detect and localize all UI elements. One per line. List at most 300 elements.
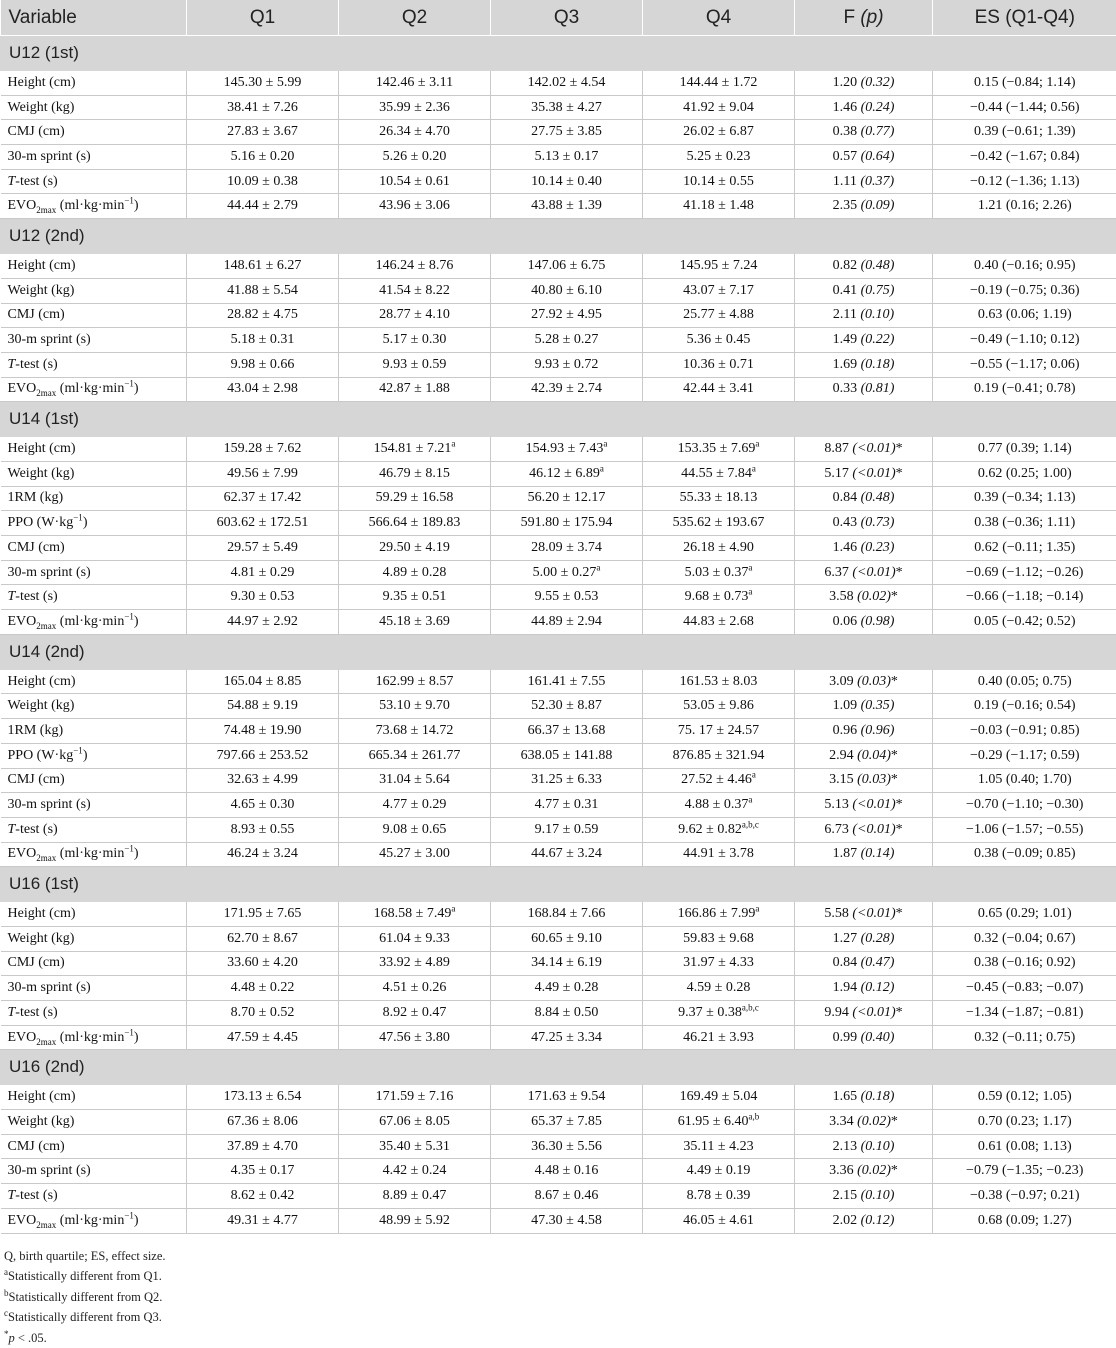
q2-value: 45.18 ± 3.69 — [379, 614, 450, 629]
q1-cell — [187, 743, 339, 768]
q1-value: 4.35 ± 0.17 — [231, 1163, 295, 1178]
q3-value: 5.28 ± 0.27 — [535, 332, 599, 347]
q4-cell — [643, 536, 795, 561]
group-label: U12 (1st) — [1, 36, 1116, 71]
q2-value: 59.29 ± 16.58 — [376, 490, 454, 505]
table-row — [1, 842, 1116, 867]
q2-cell — [339, 768, 491, 793]
q3-cell — [491, 377, 643, 402]
f-p-cell — [795, 951, 933, 976]
q2-cell — [339, 610, 491, 635]
q3-cell — [491, 71, 643, 96]
q1-cell — [187, 1001, 339, 1026]
q3-cell — [491, 437, 643, 462]
q3-value: 43.88 ± 1.39 — [531, 198, 602, 213]
f-p-cell — [795, 817, 933, 842]
q2-cell — [339, 1085, 491, 1110]
q4-value: 4.59 ± 0.28 — [687, 980, 751, 995]
footnote-c — [4, 1307, 1116, 1328]
group-label: U14 (1st) — [1, 402, 1116, 437]
group-label: U14 (2nd) — [1, 634, 1116, 669]
f-value: 2.35 — [833, 198, 858, 213]
variable-cell: T-test (s) — [1, 1184, 187, 1209]
q3-value: 9.17 ± 0.59 — [535, 822, 599, 837]
footnote-text: Statistically different from Q1. — [8, 1269, 162, 1283]
p-value: (0.18) — [861, 357, 895, 372]
es-cell: 1.21 (0.16; 2.26) — [933, 194, 1116, 219]
p-value: (0.77) — [861, 124, 895, 139]
q2-cell — [339, 278, 491, 303]
f-value: 1.87 — [833, 846, 858, 861]
q1-value: 27.83 ± 3.67 — [227, 124, 298, 139]
q3-cell — [491, 926, 643, 951]
es-cell: −0.45 (−0.83; −0.07) — [933, 976, 1116, 1001]
f-value: 1.94 — [833, 980, 858, 995]
q1-value: 49.56 ± 7.99 — [227, 466, 298, 481]
f-p-cell — [795, 1134, 933, 1159]
q1-cell — [187, 1208, 339, 1233]
significance-star: * — [896, 565, 903, 580]
q2-cell — [339, 1159, 491, 1184]
f-value: 0.82 — [833, 258, 858, 273]
group-header-row — [1, 219, 1116, 254]
q1-cell — [187, 437, 339, 462]
p-value: (<0.01) — [852, 822, 895, 837]
variable-cell: 30-m sprint (s) — [1, 1159, 187, 1184]
q3-value: 168.84 ± 7.66 — [528, 906, 606, 921]
q1-cell — [187, 145, 339, 170]
q2-value: 47.56 ± 3.80 — [379, 1030, 450, 1045]
f-p-cell — [795, 743, 933, 768]
table-row — [1, 486, 1116, 511]
q4-cell — [643, 169, 795, 194]
footnote-text: Q, birth quartile; ES, effect size. — [4, 1249, 166, 1263]
variable-cell: PPO $(W\cdot kg^{-1})$ — [1, 743, 187, 768]
f-value: 3.58 — [829, 589, 854, 604]
q3-cell — [491, 194, 643, 219]
q2-value: 4.77 ± 0.29 — [383, 797, 447, 812]
table-row — [1, 610, 1116, 635]
q4-cell — [643, 511, 795, 536]
q1-value: 62.70 ± 8.67 — [227, 931, 298, 946]
q2-cell — [339, 902, 491, 927]
footnote-marker: c — [4, 1308, 8, 1318]
q2-significance-marker: a — [451, 903, 455, 913]
table-row — [1, 120, 1116, 145]
q3-value: 66.37 ± 13.68 — [528, 723, 606, 738]
q3-value: 142.02 ± 4.54 — [528, 75, 606, 90]
q2-cell — [339, 585, 491, 610]
es-cell: −1.34 (−1.87; −0.81) — [933, 1001, 1116, 1026]
variable-cell: CMJ (cm) — [1, 768, 187, 793]
q3-value: 4.48 ± 0.16 — [535, 1163, 599, 1178]
q1-value: 8.93 ± 0.55 — [231, 822, 295, 837]
q2-value: 35.40 ± 5.31 — [379, 1139, 450, 1154]
q3-cell — [491, 560, 643, 585]
q3-cell — [491, 817, 643, 842]
p-value: (0.81) — [861, 381, 895, 396]
p-value: (0.02) — [857, 1114, 891, 1129]
f-p-cell — [795, 352, 933, 377]
f-p-cell — [795, 610, 933, 635]
variable-cell: $EVO_{2max}$ $(ml\cdot kg\cdot\min^{-1})$ — [1, 377, 187, 402]
q1-cell — [187, 71, 339, 96]
q4-value: 8.78 ± 0.39 — [687, 1188, 751, 1203]
f-p-cell — [795, 1110, 933, 1135]
es-cell: 0.39 (−0.61; 1.39) — [933, 120, 1116, 145]
q3-cell — [491, 669, 643, 694]
es-cell: −0.66 (−1.18; −0.14) — [933, 585, 1116, 610]
q4-cell — [643, 610, 795, 635]
p-value: (0.48) — [861, 490, 895, 505]
q1-cell — [187, 1184, 339, 1209]
q4-value: 42.44 ± 3.41 — [683, 381, 754, 396]
q2-cell — [339, 71, 491, 96]
f-value: 0.57 — [833, 149, 858, 164]
f-p-cell — [795, 536, 933, 561]
q1-value: 32.63 ± 4.99 — [227, 772, 298, 787]
es-cell: 0.38 (−0.36; 1.11) — [933, 511, 1116, 536]
p-value: (0.47) — [861, 955, 895, 970]
f-p-cell — [795, 169, 933, 194]
table-row — [1, 328, 1116, 353]
q2-value: 154.81 ± 7.21 — [374, 441, 452, 456]
q4-significance-marker: a — [752, 770, 756, 780]
p-value: (0.10) — [861, 1188, 895, 1203]
q4-value: 25.77 ± 4.88 — [683, 307, 754, 322]
f-value: 1.65 — [833, 1089, 858, 1104]
q3-cell — [491, 461, 643, 486]
q1-cell — [187, 902, 339, 927]
f-p-cell — [795, 719, 933, 744]
es-cell: 0.32 (−0.11; 0.75) — [933, 1025, 1116, 1050]
q1-cell — [187, 1025, 339, 1050]
q3-cell — [491, 486, 643, 511]
variable-cell: $EVO_{2max}$ $(ml\cdot kg\cdot\min^{-1})$ — [1, 194, 187, 219]
q4-value: 43.07 ± 7.17 — [683, 283, 754, 298]
table-row — [1, 1208, 1116, 1233]
p-value: (0.23) — [861, 540, 895, 555]
q2-cell — [339, 461, 491, 486]
q3-cell — [491, 352, 643, 377]
table-row — [1, 926, 1116, 951]
q4-value: 35.11 ± 4.23 — [683, 1139, 753, 1154]
q4-significance-marker: a — [748, 587, 752, 597]
q4-cell — [643, 145, 795, 170]
q1-cell — [187, 719, 339, 744]
variable-cell: 1RM (kg) — [1, 486, 187, 511]
f-p-cell — [795, 1025, 933, 1050]
q3-value: 171.63 ± 9.54 — [528, 1089, 606, 1104]
q4-value: 53.05 ± 9.86 — [683, 698, 754, 713]
q2-cell — [339, 1025, 491, 1050]
variable-cell: PPO $(W\cdot kg^{-1})$ — [1, 511, 187, 536]
q3-value: 27.75 ± 3.85 — [531, 124, 602, 139]
p-value: (0.10) — [861, 1139, 895, 1154]
f-p-cell — [795, 585, 933, 610]
q1-cell — [187, 610, 339, 635]
variable-cell: Weight (kg) — [1, 95, 187, 120]
variable-cell: CMJ (cm) — [1, 536, 187, 561]
variable-cell: Height (cm) — [1, 254, 187, 279]
q3-value: 52.30 ± 8.87 — [531, 698, 602, 713]
q3-cell — [491, 610, 643, 635]
q3-value: 591.80 ± 175.94 — [521, 515, 613, 530]
p-value: (0.12) — [861, 1213, 895, 1228]
q4-value: 44.83 ± 2.68 — [683, 614, 754, 629]
q4-cell — [643, 926, 795, 951]
q3-value: 9.55 ± 0.53 — [535, 589, 599, 604]
f-p-cell — [795, 768, 933, 793]
es-cell: 0.19 (−0.16; 0.54) — [933, 694, 1116, 719]
q1-cell — [187, 486, 339, 511]
q2-cell — [339, 254, 491, 279]
q1-value: 37.89 ± 4.70 — [227, 1139, 298, 1154]
q4-cell — [643, 328, 795, 353]
header-variable: Variable — [1, 0, 187, 36]
footnote-text: Statistically different from Q2. — [9, 1290, 163, 1304]
footnote-text: p < .05. — [9, 1331, 47, 1345]
table-row — [1, 511, 1116, 536]
q3-value: 27.92 ± 4.95 — [531, 307, 602, 322]
q2-cell — [339, 560, 491, 585]
table-row — [1, 194, 1116, 219]
q3-cell — [491, 120, 643, 145]
q2-value: 8.92 ± 0.47 — [383, 1005, 447, 1020]
q2-cell — [339, 1184, 491, 1209]
q4-cell — [643, 303, 795, 328]
variable-cell: $EVO_{2max}$ $(ml\cdot kg\cdot\min^{-1})$ — [1, 1025, 187, 1050]
f-p-cell — [795, 793, 933, 818]
q4-significance-marker: a,b,c — [742, 1002, 759, 1012]
variable-cell: CMJ (cm) — [1, 1134, 187, 1159]
q3-value: 60.65 ± 9.10 — [531, 931, 602, 946]
q3-value: 65.37 ± 7.85 — [531, 1114, 602, 1129]
q1-value: 9.98 ± 0.66 — [231, 357, 295, 372]
q4-cell — [643, 976, 795, 1001]
q4-cell — [643, 1208, 795, 1233]
f-p-cell — [795, 669, 933, 694]
q3-cell — [491, 536, 643, 561]
q2-significance-marker: a — [451, 438, 455, 448]
f-p-cell — [795, 486, 933, 511]
variable-cell: CMJ (cm) — [1, 951, 187, 976]
f-p-cell — [795, 1001, 933, 1026]
q1-cell — [187, 768, 339, 793]
f-value: 5.17 — [824, 466, 849, 481]
q3-value: 5.00 ± 0.27 — [533, 565, 597, 580]
q2-value: 4.42 ± 0.24 — [383, 1163, 447, 1178]
group-header-row — [1, 402, 1116, 437]
significance-star: * — [891, 748, 898, 763]
variable-cell: Height (cm) — [1, 437, 187, 462]
es-cell: 0.38 (−0.09; 0.85) — [933, 842, 1116, 867]
q1-value: 171.95 ± 7.65 — [224, 906, 302, 921]
p-value: (0.12) — [861, 980, 895, 995]
q2-value: 8.89 ± 0.47 — [383, 1188, 447, 1203]
es-cell: −0.49 (−1.10; 0.12) — [933, 328, 1116, 353]
q1-cell — [187, 926, 339, 951]
f-p-cell — [795, 328, 933, 353]
p-value: (0.09) — [861, 198, 895, 213]
variable-cell: 30-m sprint (s) — [1, 793, 187, 818]
header-f: F — [843, 7, 855, 28]
variable-cell: Height (cm) — [1, 1085, 187, 1110]
q1-value: 159.28 ± 7.62 — [224, 441, 302, 456]
f-p-cell — [795, 71, 933, 96]
footnote-marker: a — [4, 1267, 8, 1277]
es-cell: 0.63 (0.06; 1.19) — [933, 303, 1116, 328]
significance-star: * — [891, 1114, 898, 1129]
p-value: (0.28) — [861, 931, 895, 946]
f-value: 0.84 — [833, 490, 858, 505]
header-f-p — [795, 0, 933, 36]
f-p-cell — [795, 976, 933, 1001]
header-q3: Q3 — [491, 0, 643, 36]
variable-cell: Weight (kg) — [1, 926, 187, 951]
table-row — [1, 951, 1116, 976]
q4-cell — [643, 1159, 795, 1184]
f-value: 8.87 — [824, 441, 849, 456]
q1-value: 44.97 ± 2.92 — [227, 614, 298, 629]
q2-value: 142.46 ± 3.11 — [376, 75, 453, 90]
q1-value: 8.70 ± 0.52 — [231, 1005, 295, 1020]
q4-cell — [643, 194, 795, 219]
q4-cell — [643, 1085, 795, 1110]
f-value: 2.11 — [833, 307, 857, 322]
f-p-cell — [795, 902, 933, 927]
table-row — [1, 902, 1116, 927]
f-value: 2.13 — [833, 1139, 858, 1154]
f-p-cell — [795, 303, 933, 328]
q2-value: 41.54 ± 8.22 — [379, 283, 450, 298]
es-cell: 0.61 (0.08; 1.13) — [933, 1134, 1116, 1159]
q2-value: 168.58 ± 7.49 — [374, 906, 452, 921]
q4-value: 44.55 ± 7.84 — [681, 466, 752, 481]
q2-cell — [339, 1001, 491, 1026]
q2-cell — [339, 145, 491, 170]
f-p-cell — [795, 560, 933, 585]
q4-cell — [643, 842, 795, 867]
p-value: (0.14) — [861, 846, 895, 861]
q4-value: 5.03 ± 0.37 — [685, 565, 749, 580]
q4-cell — [643, 120, 795, 145]
q1-cell — [187, 842, 339, 867]
p-value: (0.48) — [861, 258, 895, 273]
table-row — [1, 585, 1116, 610]
q4-significance-marker: a,b,c — [742, 819, 759, 829]
f-value: 0.96 — [833, 723, 858, 738]
es-cell: 0.32 (−0.04; 0.67) — [933, 926, 1116, 951]
f-p-cell — [795, 95, 933, 120]
table-row — [1, 169, 1116, 194]
table-row — [1, 377, 1116, 402]
variable-cell: T-test (s) — [1, 352, 187, 377]
es-cell: −0.44 (−1.44; 0.56) — [933, 95, 1116, 120]
es-cell: −0.79 (−1.35; −0.23) — [933, 1159, 1116, 1184]
q1-value: 173.13 ± 6.54 — [224, 1089, 302, 1104]
q1-value: 4.48 ± 0.22 — [231, 980, 295, 995]
q3-value: 31.25 ± 6.33 — [531, 772, 602, 787]
q4-value: 9.68 ± 0.73 — [685, 589, 749, 604]
q1-cell — [187, 1110, 339, 1135]
f-value: 0.84 — [833, 955, 858, 970]
f-value: 6.73 — [824, 822, 849, 837]
q2-cell — [339, 793, 491, 818]
table-row — [1, 145, 1116, 170]
q4-cell — [643, 743, 795, 768]
es-cell: 1.05 (0.40; 1.70) — [933, 768, 1116, 793]
q1-cell — [187, 585, 339, 610]
table-row — [1, 743, 1116, 768]
variable-cell: $EVO_{2max}$ $(ml\cdot kg\cdot\min^{-1})$ — [1, 1208, 187, 1233]
q3-cell — [491, 1025, 643, 1050]
q2-value: 53.10 ± 9.70 — [379, 698, 450, 713]
group-label: U12 (2nd) — [1, 219, 1116, 254]
p-value: (0.18) — [861, 1089, 895, 1104]
q3-value: 35.38 ± 4.27 — [531, 100, 602, 115]
f-p-cell — [795, 461, 933, 486]
f-p-cell — [795, 194, 933, 219]
q2-cell — [339, 511, 491, 536]
p-value: (0.73) — [861, 515, 895, 530]
q4-value: 61.95 ± 6.40 — [678, 1114, 749, 1129]
q2-cell — [339, 377, 491, 402]
f-value: 0.43 — [833, 515, 858, 530]
q2-cell — [339, 328, 491, 353]
q4-value: 166.86 ± 7.99 — [678, 906, 756, 921]
p-value: (<0.01) — [852, 565, 895, 580]
q2-value: 171.59 ± 7.16 — [376, 1089, 454, 1104]
q2-cell — [339, 1208, 491, 1233]
es-cell: 0.62 (0.25; 1.00) — [933, 461, 1116, 486]
q4-cell — [643, 560, 795, 585]
q3-cell — [491, 793, 643, 818]
q1-cell — [187, 1134, 339, 1159]
q2-cell — [339, 694, 491, 719]
es-cell: 0.59 (0.12; 1.05) — [933, 1085, 1116, 1110]
q4-value: 31.97 ± 4.33 — [683, 955, 754, 970]
q3-cell — [491, 719, 643, 744]
q1-value: 54.88 ± 9.19 — [227, 698, 298, 713]
es-cell: 0.40 (0.05; 0.75) — [933, 669, 1116, 694]
q2-value: 28.77 ± 4.10 — [379, 307, 450, 322]
group-header-row — [1, 634, 1116, 669]
table-row — [1, 254, 1116, 279]
q3-value: 4.49 ± 0.28 — [535, 980, 599, 995]
f-p-cell — [795, 120, 933, 145]
f-value: 6.37 — [824, 565, 849, 580]
q2-value: 9.08 ± 0.65 — [383, 822, 447, 837]
q3-significance-marker: a — [596, 562, 600, 572]
f-p-cell — [795, 145, 933, 170]
q3-cell — [491, 328, 643, 353]
q3-value: 46.12 ± 6.89 — [529, 466, 600, 481]
significance-star: * — [891, 1163, 898, 1178]
q4-cell — [643, 669, 795, 694]
f-p-cell — [795, 1159, 933, 1184]
f-p-cell — [795, 842, 933, 867]
f-p-cell — [795, 437, 933, 462]
q3-cell — [491, 278, 643, 303]
f-p-cell — [795, 1208, 933, 1233]
q2-value: 46.79 ± 8.15 — [379, 466, 450, 481]
table-row — [1, 719, 1116, 744]
variable-cell: Height (cm) — [1, 669, 187, 694]
es-cell: −0.03 (−0.91; 0.85) — [933, 719, 1116, 744]
q2-value: 665.34 ± 261.77 — [369, 748, 461, 763]
q3-value: 42.39 ± 2.74 — [531, 381, 602, 396]
